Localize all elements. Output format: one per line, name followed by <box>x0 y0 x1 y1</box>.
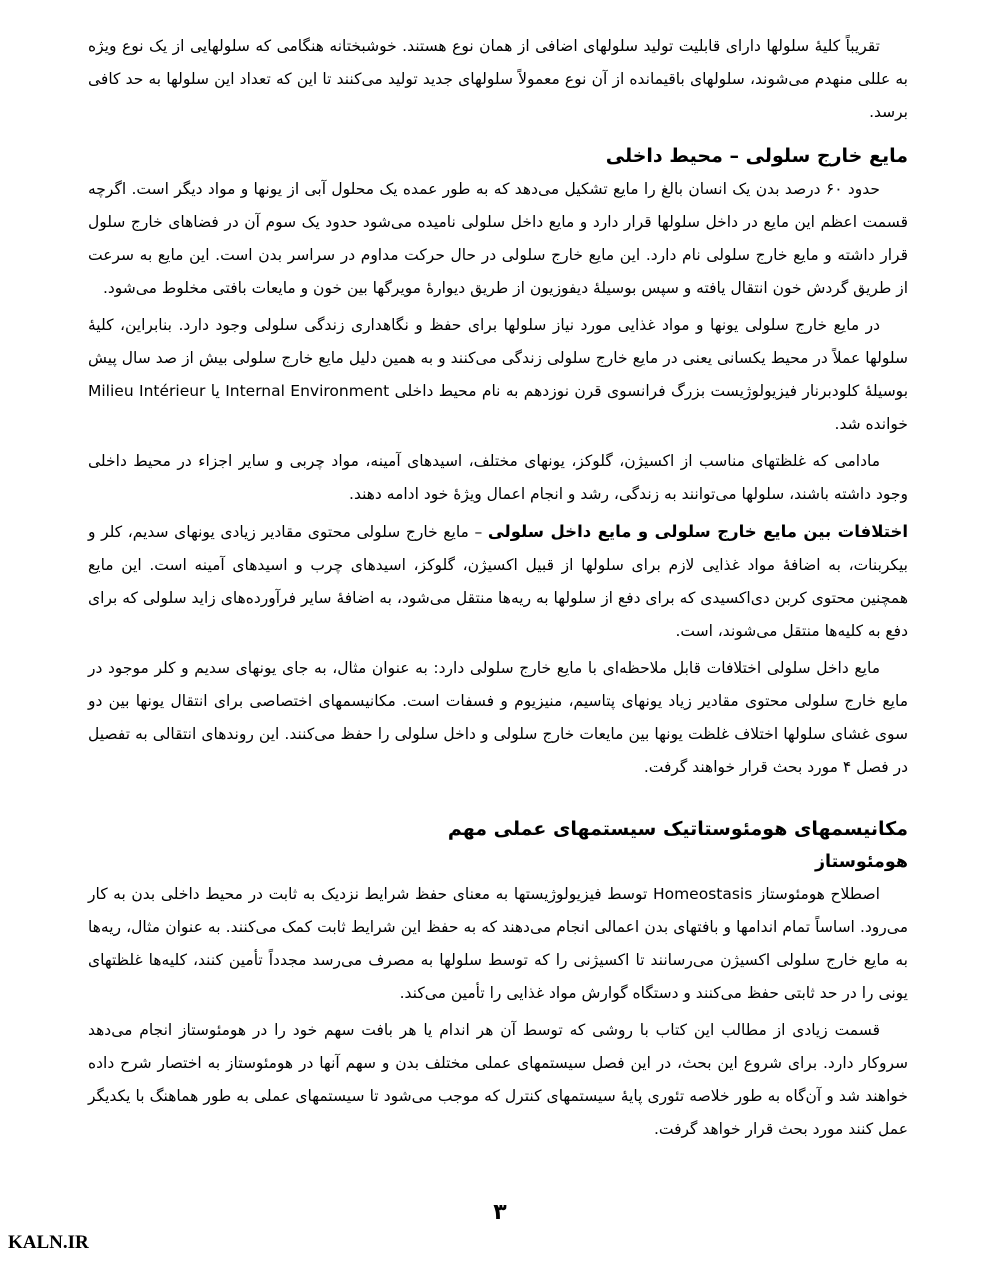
intro-paragraph: تقریباً کلیهٔ سلولها دارای قابلیت تولید سلولهای اضافی از همان نوع هستند. خوشبختانه هنگامی که سلولهایی از یک نوع ویژه به عللی منهدم می‌شوند، سلولهای باقیمانده از آن نوع معمولاً سلولهای جدید تولید می‌کنند تا این که تعداد این سلولها به حد کافی برسد. <box>88 37 908 121</box>
paragraph: اصطلاح هومئوستاز Homeostasis توسط فیزیولوژیستها به معنای حفظ شرایط نزدیک به ثابت در محیط داخلی بدن به کار می‌رود. اساساً تمام اندامها و بافتهای بدن اعمالی انجام می‌دهند که به حفظ این شرایط ثابت کمک می‌کنند. به عنوان مثال، ریه‌ها به مایع خارج سلولی اکسیژن می‌رسانند تا اکسیژنی را که توسط سلولها به مصرف می‌رسد مجدداً تأمین کنند، کلیه‌ها غلظتهای یونی را در حد ثابتی حفظ می‌کنند و دستگاه گوارش مواد غذایی را تأمین می‌کند. <box>88 885 908 1002</box>
paragraph: مایع داخل سلولی اختلافات قابل ملاحظه‌ای با مایع خارج سلولی دارد: به عنوان مثال، به جای یونهای سدیم و کلر موجود در مایع خارج سلولی محتوی مقادیر زیاد یونهای پتاسیم، منیزیوم و فسفات است. مکانیسمهای اختصاصی برای انتقال یونها بین دو سوی غشای سلولها اختلاف غلظت یونها بین مایعات خارج سلولی و داخل سلولی را حفظ می‌کنند. این روندهای انتقالی به تفصیل در فصل ۴ مورد بحث قرار خواهند گرفت. <box>88 659 908 776</box>
page-number: ۳ <box>493 1200 507 1225</box>
page-body <box>88 30 908 1150</box>
paragraph-with-inline-heading <box>88 515 908 648</box>
subheading-homeostasis: هومئوستاز <box>814 852 908 872</box>
paragraph: قسمت زیادی از مطالب این کتاب با روشی که توسط آن هر اندام یا هر بافت سهم خود را در هومئوستاز انجام می‌دهد سروکار دارد. برای شروع این بحث، در این فصل سیستمهای عملی مختلف بدن و سهم آنها در هومئوستاز به اختصار شرح داده خواهند شد و آن‌گاه به طور خلاصه تئوری پایهٔ سیستمهای کنترل که موجب می‌شود تا سیستمهای عملی به طور هماهنگ با یکدیگر عمل کنند مورد بحث قرار خواهد گرفت. <box>88 1021 908 1138</box>
paragraph: مادامی که غلظتهای مناسب از اکسیژن، گلوکز، یونهای مختلف، اسیدهای آمینه، مواد چربی و سایر اجزاء در محیط داخلی وجود داشته باشند، سلولها می‌توانند به زندگی، رشد و انجام اعمال ویژهٔ خود ادامه دهند. <box>88 452 908 503</box>
section-heading-homeostatic: مکانیسمهای هومئوستاتیک سیستمهای عملی مهم <box>447 818 908 840</box>
section-heading-extracellular: مایع خارج سلولی – محیط داخلی <box>605 145 908 167</box>
paragraph: در مایع خارج سلولی یونها و مواد غذایی مورد نیاز سلولها برای حفظ و نگاهداری زندگی سلولی وجود دارد. بنابراین، کلیهٔ سلولها عملاً در محیط یکسانی یعنی در مایع خارج سلولی زندگی می‌کنند و به همین دلیل مایع خارج سلولی بیش از صد سال پیش بوسیلهٔ کلودبرنار فیزیولوژیست بزرگ فرانسوی قرن نوزدهم به نام محیط داخلی Internal Environment یا Milieu Intérieur خوانده شد. <box>88 316 909 433</box>
inline-heading: اختلافات بین مایع خارج سلولی و مایع داخل سلولی <box>487 522 909 541</box>
inline-paragraph-text: – مایع خارج سلولی محتوی مقادیر زیادی یونهای سدیم، کلر و بیکربنات، به اضافهٔ مواد غذایی لازم برای سلولها از قبیل اکسیژن، گلوکز، اسیدهای چرب و اسیدهای آمینه است. این مایع همچنین محتوی کربن دی‌اکسیدی که برای دفع از سلولها به ریه‌ها منتقل می‌شود، به اضافهٔ سایر فرآورده‌های زاید سلولی که برای دفع به کلیه‌ها منتقل می‌شوند، است. <box>88 523 908 640</box>
paragraph: حدود ۶۰ درصد بدن یک انسان بالغ را مایع تشکیل می‌دهد که به طور عمده یک محلول آبی از یونها و مواد دیگر است. اگرچه قسمت اعظم این مایع در داخل سلولها قرار دارد و مایع داخل سلولی نامیده می‌شود حدود یک سوم آن در فضاهای خارج سلول قرار داشته و مایع خارج سلولی نام دارد. این مایع خارج سلولی در حال حرکت مداوم در سراسر بدن است. این مایع به سرعت از طریق گردش خون انتقال یافته و سپس بوسیلهٔ دیفوزیون از طریق دیوارهٔ مویرگها بین خون و مایعات بافتی مخلوط می‌شود. <box>88 180 908 297</box>
watermark: KALN.IR <box>8 1232 89 1253</box>
